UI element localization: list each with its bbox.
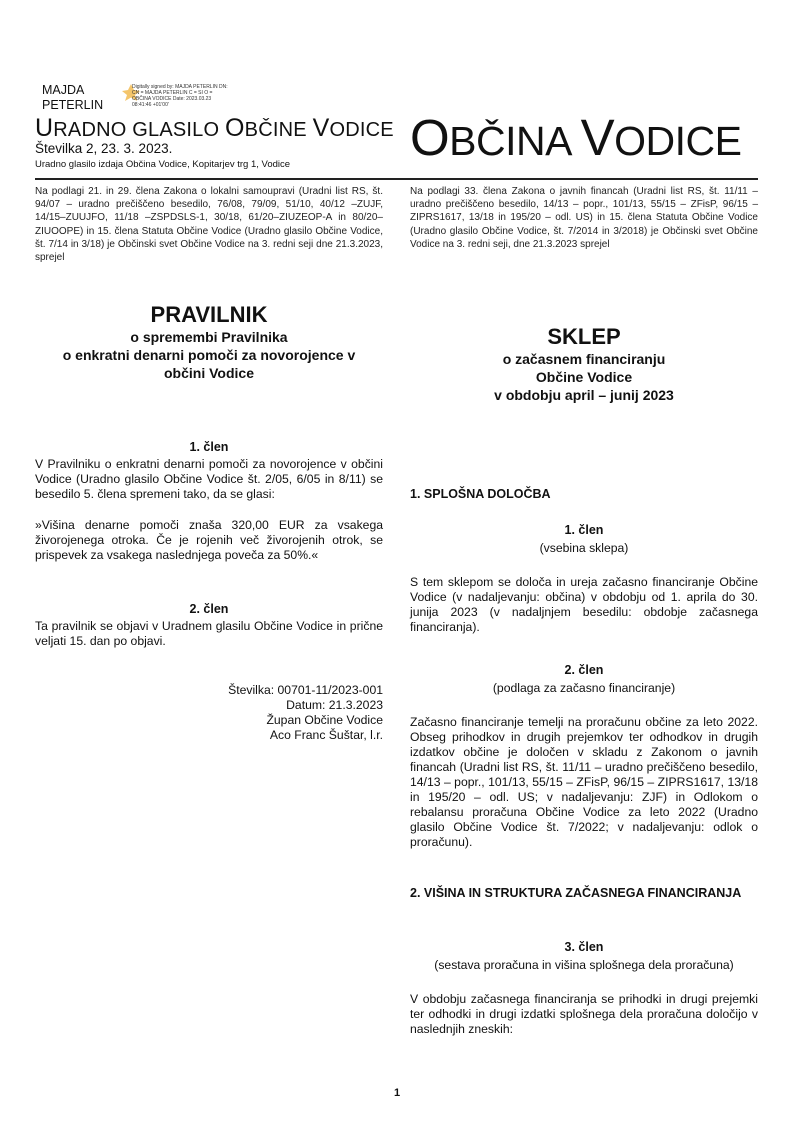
pravilnik-title: PRAVILNIK [150, 302, 268, 327]
sklep-clen3-text: V obdobju začasnega financiranja se prihodki in drugi prejemki ter odhodki in drugi izdatki splošnega dela proračuna določijo v naslednjih zneskih: [410, 992, 758, 1036]
sklep-section-1: 1. SPLOŠNA DOLOČBA [410, 487, 551, 501]
gazette-title: URADNO GLASILO OBČINE VODICE [35, 114, 394, 142]
mayor-title: Župan Občine Vodice [266, 713, 383, 727]
sklep-subtitle-1: o začasnem financiranju [502, 351, 666, 367]
pravilnik-clen2-heading: 2. člen [189, 602, 229, 616]
pravilnik-subtitle-2: o enkratni denarni pomoči za novorojence v [62, 347, 356, 363]
sklep-clen3-heading: 3. člen [564, 940, 604, 954]
signer-name [42, 83, 103, 113]
sklep-clen2-heading: 2. člen [564, 663, 604, 677]
sklep-clen3-sub: (sestava proračuna in višina splošnega dela proračuna) [434, 958, 734, 972]
sklep-section-2: 2. VIŠINA IN STRUKTURA ZAČASNEGA FINANCIRANJA [410, 886, 742, 900]
signer-name-line1: MAJDA [42, 83, 85, 97]
sklep-subtitle-2: Občine Vodice [535, 369, 633, 385]
publisher-line: Uradno glasilo izdaja Občina Vodice, Kopitarjev trg 1, Vodice [35, 159, 291, 170]
pravilnik-subtitle-3: občini Vodice [164, 365, 254, 381]
preamble-left: Na podlagi 21. in 29. člena Zakona o lokalni samoupravi (Uradni list RS, št. 94/07 – uradno prečiščeno besedilo, 76/08, 79/09, 51/10, 40/12 –ZUJF, 14/15–ZUUJFO, 11/18 –ZSPDSLS-1, 30/18, 61/20–ZIUZEOP-A in 80/20–ZIUOOPE) in 15. člena Statuta Občine Vodice (Uradno glasilo Občine Vodice, št. 7/14 in 3/18) je Občinski svet Občine Vodice na 3. redni seji dne 21.3.2023, sprejel [35, 186, 383, 264]
sklep-clen1-heading: 1. člen [564, 523, 604, 537]
pravilnik-clen1-text: V Pravilniku o enkratni denarni pomoči za novorojence v občini Vodice (Uradno glasilo Občine Vodice št. 2/05, 6/05 in 8/11) se besedilo 5. člena spremeni tako, da se glasi: [35, 457, 383, 501]
pravilnik-clen2-text: Ta pravilnik se objavi v Uradnem glasilu Občine Vodice in prične veljati 15. dan po objavi. [35, 619, 383, 648]
sklep-clen1-text: S tem sklepom se določa in ureja začasno financiranje Občine Vodice (v nadaljevanju: občina) v obdobju od 1. aprila do 30. junija 2023 (v nadaljnjem besedilu: obdobje začasnega financiranja). [410, 575, 758, 634]
sklep-subtitle-3: v obdobju april – junij 2023 [494, 387, 674, 403]
page-number: 1 [393, 1087, 401, 1099]
pravilnik-signature-block [35, 683, 383, 743]
signature-note: Digitally signed by: MAJDA PETERLIN DN: CN = MAJDA PETERLIN C = SI O = OBČINA VODICE Date: 2023.03.23 08:41:46 +01'00' [132, 84, 228, 108]
sklep-clen2-text: Začasno financiranje temelji na proračunu občine za leto 2022. Obseg prihodkov in drugih prejemkov ter odhodkov in drugih izdatkov občine je določen v skladu z Zakonom o javnih financah (Uradni list RS, št. 11/11 – uradno prečiščeno besedilo, 14/13 – popr., 101/13, 55/15 – ZFisP, 96/15 – ZIPRS1617, 13/18 in 195/20 – odl. US; v nadaljevanju: ZJF) in Odlokom o rebalansu proračuna Občine Vodice za leto 2022 (Uradno glasilo Občine Vodice št. 7/2022; v nadaljevanju: odlok o proračunu). [410, 715, 758, 849]
signer-name-line2: PETERLIN [42, 98, 104, 112]
municipality-name: OBČINA VODICE [410, 109, 742, 166]
mayor-name: Aco Franc Šuštar, l.r. [269, 728, 383, 742]
preamble-right: Na podlagi 33. člena Zakona o javnih financah (Uradni list RS, št. 11/11 – uradno prečiščeno besedilo, 14/13 – popr., 101/13, 55/15 – ZFisP, 96/15 – ZIPRS1617, 13/18 in 195/20 – odl. US) in 15. člena Statuta Občine Vodice (Uradno glasilo Občine Vodice, št. 7/2014 in 3/2018) je Občinski svet Občine Vodice na 3. redni seji, dne 21.3.2023 sprejel [410, 186, 758, 250]
document-date: Datum: 21.3.2023 [286, 698, 383, 712]
pravilnik-clen1-heading: 1. člen [189, 440, 229, 454]
pravilnik-subtitle-1: o spremembi Pravilnika [130, 329, 288, 345]
header-divider [35, 178, 758, 180]
sklep-heading [410, 324, 758, 404]
pravilnik-clen1-quote: »Višina denarne pomoči znaša 320,00 EUR za vsakega živorojenega otroka. Če je rojenih več živorojenih otrok, se prispevek za vsakega naslednjega poveča za 50%.« [35, 518, 383, 562]
document-number: Številka: 00701-11/2023-001 [228, 683, 383, 697]
sklep-clen2-sub: (podlaga za začasno financiranje) [492, 681, 676, 695]
sklep-title: SKLEP [547, 324, 621, 349]
issue-number: Številka 2, 23. 3. 2023. [35, 141, 173, 156]
sklep-clen1-sub: (vsebina sklepa) [539, 541, 629, 555]
pravilnik-heading [35, 302, 383, 382]
